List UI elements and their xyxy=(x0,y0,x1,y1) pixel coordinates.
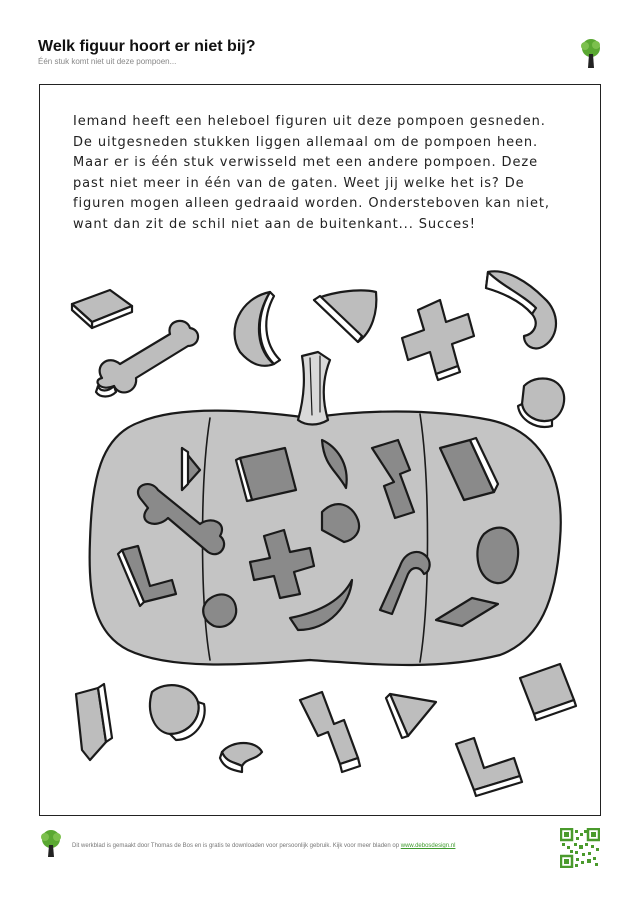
pumpkin-puzzle-illustration xyxy=(39,250,601,816)
piece-oval xyxy=(150,685,205,740)
piece-half-moon xyxy=(220,743,262,772)
pumpkin-stem xyxy=(298,352,330,425)
qr-code-icon xyxy=(560,828,600,868)
instruction-line: Maar er is één stuk verwisseld met een andere pompoen. Deze xyxy=(73,155,538,171)
instruction-line: Iemand heeft een heleboel figuren uit deze pompoen gesneden. xyxy=(73,114,546,129)
piece-triangle xyxy=(386,694,436,738)
footer-credit xyxy=(72,843,455,849)
piece-rhombus xyxy=(72,290,132,328)
piece-wedge xyxy=(314,290,376,342)
piece-cross xyxy=(402,300,474,380)
hole-oval xyxy=(477,528,518,583)
piece-square xyxy=(520,664,576,720)
piece-crescent xyxy=(235,292,280,366)
instructions-text xyxy=(73,112,573,236)
piece-candy-cane xyxy=(486,271,556,348)
piece-bone xyxy=(96,321,198,397)
page-subtitle: Één stuk komt niet uit deze pompoen... xyxy=(38,57,177,66)
footer-website-link[interactable]: www.debosdesign.nl xyxy=(400,843,456,849)
piece-coffin xyxy=(76,684,112,760)
tree-logo-icon xyxy=(578,38,604,70)
hole-circle xyxy=(203,594,236,626)
instruction-line: De uitgesneden stukken liggen allemaal om de pompoen heen. xyxy=(73,134,539,150)
instruction-line: past niet meer in één van de gaten. Weet jij welke het is? De xyxy=(73,175,525,191)
instruction-line: want dan zit de schil niet aan de buitenkant... Succes! xyxy=(73,216,476,232)
instruction-line: figuren mogen alleen gedraaid worden. Ondersteboven kan niet, xyxy=(73,196,550,212)
tree-logo-small-icon xyxy=(38,829,64,859)
piece-circle xyxy=(518,379,564,427)
footer-credit-text: Dit werkblad is gemaakt door Thomas de Bos en is gratis te downloaden voor persoonlijk gebruik. Kijk voor meer bladen op xyxy=(72,843,400,849)
piece-zigzag xyxy=(300,692,360,772)
page-title: Welk figuur hoort er niet bij? xyxy=(38,38,256,55)
piece-shoe-l xyxy=(456,738,522,796)
